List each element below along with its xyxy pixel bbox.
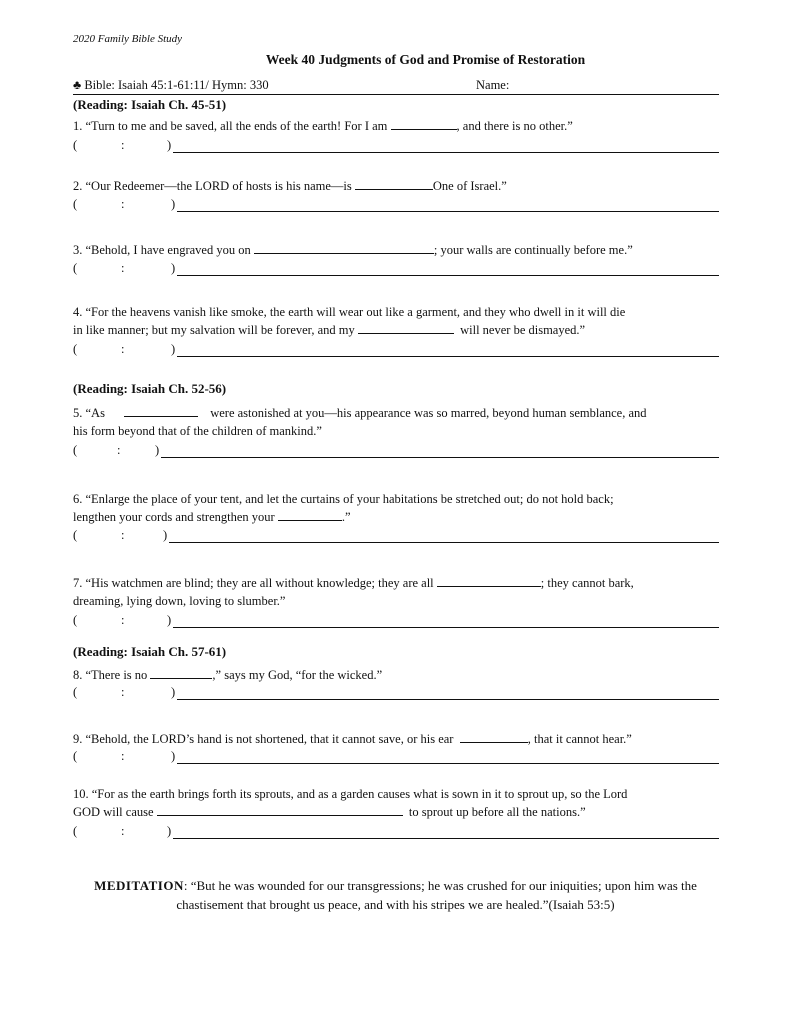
meditation-text: “But he was wounded for our transgressions; he was crushed for our iniquities; upon him was the chastisement that brought us peace, and with his stripes we are healed.”(Isaiah 53:5) [176, 878, 697, 912]
reference-line[interactable]: ( : ) [73, 342, 719, 358]
question-6: 6. “Enlarge the place of your tent, and let the curtains of your habitations be stretched out; do not hold back; lengthen your cords and strengthen your .” [73, 492, 614, 524]
reference-underline [177, 699, 719, 700]
reference-line[interactable]: ( : ) [73, 685, 719, 701]
reference-line[interactable]: ( : ) [73, 749, 719, 765]
answer-blank[interactable] [437, 574, 541, 587]
study-label: 2020 Family Bible Study [73, 33, 183, 45]
question-2: 2. “Our Redeemer—the LORD of hosts is his name—is One of Israel.” [73, 179, 507, 193]
section-heading: (Reading: Isaiah Ch. 57-61) [73, 644, 227, 659]
meditation-block: MEDITATION: “But he was wounded for our transgressions; he was crushed for our iniquities; upon him was the chastisement that brought us peace, and with his stripes we are healed.”(Isaiah 53:5) [94, 878, 697, 912]
reference-underline [173, 838, 719, 839]
section-heading: (Reading: Isaiah Ch. 52-56) [73, 381, 227, 396]
reference-line[interactable]: ( : ) [73, 138, 719, 154]
reference-line[interactable]: ( : ) [73, 261, 719, 277]
answer-blank[interactable] [391, 117, 457, 130]
question-10: 10. “For as the earth brings forth its sprouts, and as a garden causes what is sown in it to sprout up, so the Lord GOD will cause to sprout up before all the nations.” [73, 787, 628, 819]
reference-line[interactable]: ( : ) [73, 613, 719, 629]
section-heading: (Reading: Isaiah Ch. 45-51) [73, 97, 227, 112]
worksheet-title: Week 40 Judgments of God and Promise of Restoration [265, 52, 586, 67]
question-1: 1. “Turn to me and be saved, all the ends of the earth! For I am , and there is no other.” [73, 119, 573, 133]
answer-blank[interactable] [254, 241, 434, 254]
answer-blank[interactable] [278, 508, 342, 521]
reference-underline [161, 457, 719, 458]
question-9: 9. “Behold, the LORD’s hand is not shortened, that it cannot save, or his ear , that it cannot hear.” [73, 732, 632, 746]
answer-blank[interactable] [124, 404, 198, 417]
reference-underline [169, 542, 719, 543]
reference-line[interactable]: ( : ) [73, 528, 719, 544]
name-label: Name: [476, 78, 510, 92]
bible-reading-label: ♣ Bible: Isaiah 45:1-61:11/ Hymn: 330 [73, 78, 269, 92]
question-4: 4. “For the heavens vanish like smoke, the earth will wear out like a garment, and they who dwell in it will die in like manner; but my salvation will be forever, and my will never be dismayed.” [73, 305, 626, 337]
reference-underline [177, 356, 719, 357]
reference-underline [177, 211, 719, 212]
question-3: 3. “Behold, I have engraved you on ; your walls are continually before me.” [73, 243, 633, 257]
answer-blank[interactable] [358, 321, 454, 334]
bible-hymn-line [73, 78, 719, 95]
reference-line[interactable]: ( : ) [73, 443, 719, 459]
answer-blank[interactable] [355, 177, 433, 190]
reference-underline [177, 275, 719, 276]
answer-blank[interactable] [460, 730, 528, 743]
reference-underline [173, 152, 719, 153]
reference-line[interactable]: ( : ) [73, 197, 719, 213]
reference-line[interactable]: ( : ) [73, 824, 719, 840]
reference-underline [173, 627, 719, 628]
question-7: 7. “His watchmen are blind; they are all without knowledge; they are all ; they cannot bark, dreaming, lying down, loving to slumber.” [73, 576, 634, 608]
meditation-label: MEDITATION [94, 878, 184, 893]
reference-underline [177, 763, 719, 764]
answer-blank[interactable] [157, 803, 403, 816]
question-8: 8. “There is no ,” says my God, “for the wicked.” [73, 668, 383, 682]
question-5: 5. “As were astonished at you—his appearance was so marred, beyond human semblance, and his form beyond that of the children of mankind.” [73, 406, 647, 438]
answer-blank[interactable] [150, 666, 212, 679]
